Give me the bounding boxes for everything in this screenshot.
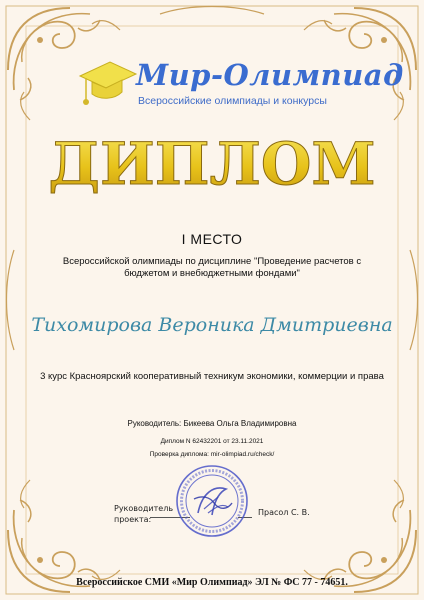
- diploma-title-text: ДИПЛОМ: [48, 130, 376, 198]
- supervisor-text: Руководитель: Бикеева Ольга Владимировна: [127, 419, 297, 428]
- place-label: I МЕСТО: [181, 231, 243, 247]
- diploma-number: Диплом N 62432201 от 23.11.2021: [160, 438, 264, 445]
- course-text: 3 курс Красноярский кооперативный техникум экономики, коммерции и права: [40, 371, 384, 382]
- graduation-cap-icon: [76, 56, 138, 116]
- signature-label-line1: Руководитель: [114, 504, 174, 513]
- footer-registration: Всероссийское СМИ «Мир Олимпиад» ЭЛ № ФС 77 - 74651.: [76, 577, 348, 588]
- discipline-text: Всероссийской олимпиады по дисциплине "Проведение расчетов с бюджетом и внебюджетными фондами": [62, 256, 362, 279]
- diploma-check-text: Проверка диплома: mir-olimpiad.ru/check/: [149, 451, 275, 458]
- winner-name: Тихомирова Вероника Дмитриевна: [31, 314, 393, 336]
- logo-title: Мир-Олимпиад: [136, 58, 404, 92]
- site-logo: [76, 56, 404, 116]
- signature-label-line2: проекта:: [114, 515, 152, 524]
- diploma-title: [47, 128, 377, 198]
- logo-subtitle: Всероссийские олимпиады и конкурсы: [138, 95, 327, 107]
- official-seal-icon: [174, 463, 250, 539]
- signature-label: [114, 503, 173, 525]
- signature-name: Прасол С. В.: [258, 508, 310, 517]
- diploma-title-wrap: [0, 128, 424, 203]
